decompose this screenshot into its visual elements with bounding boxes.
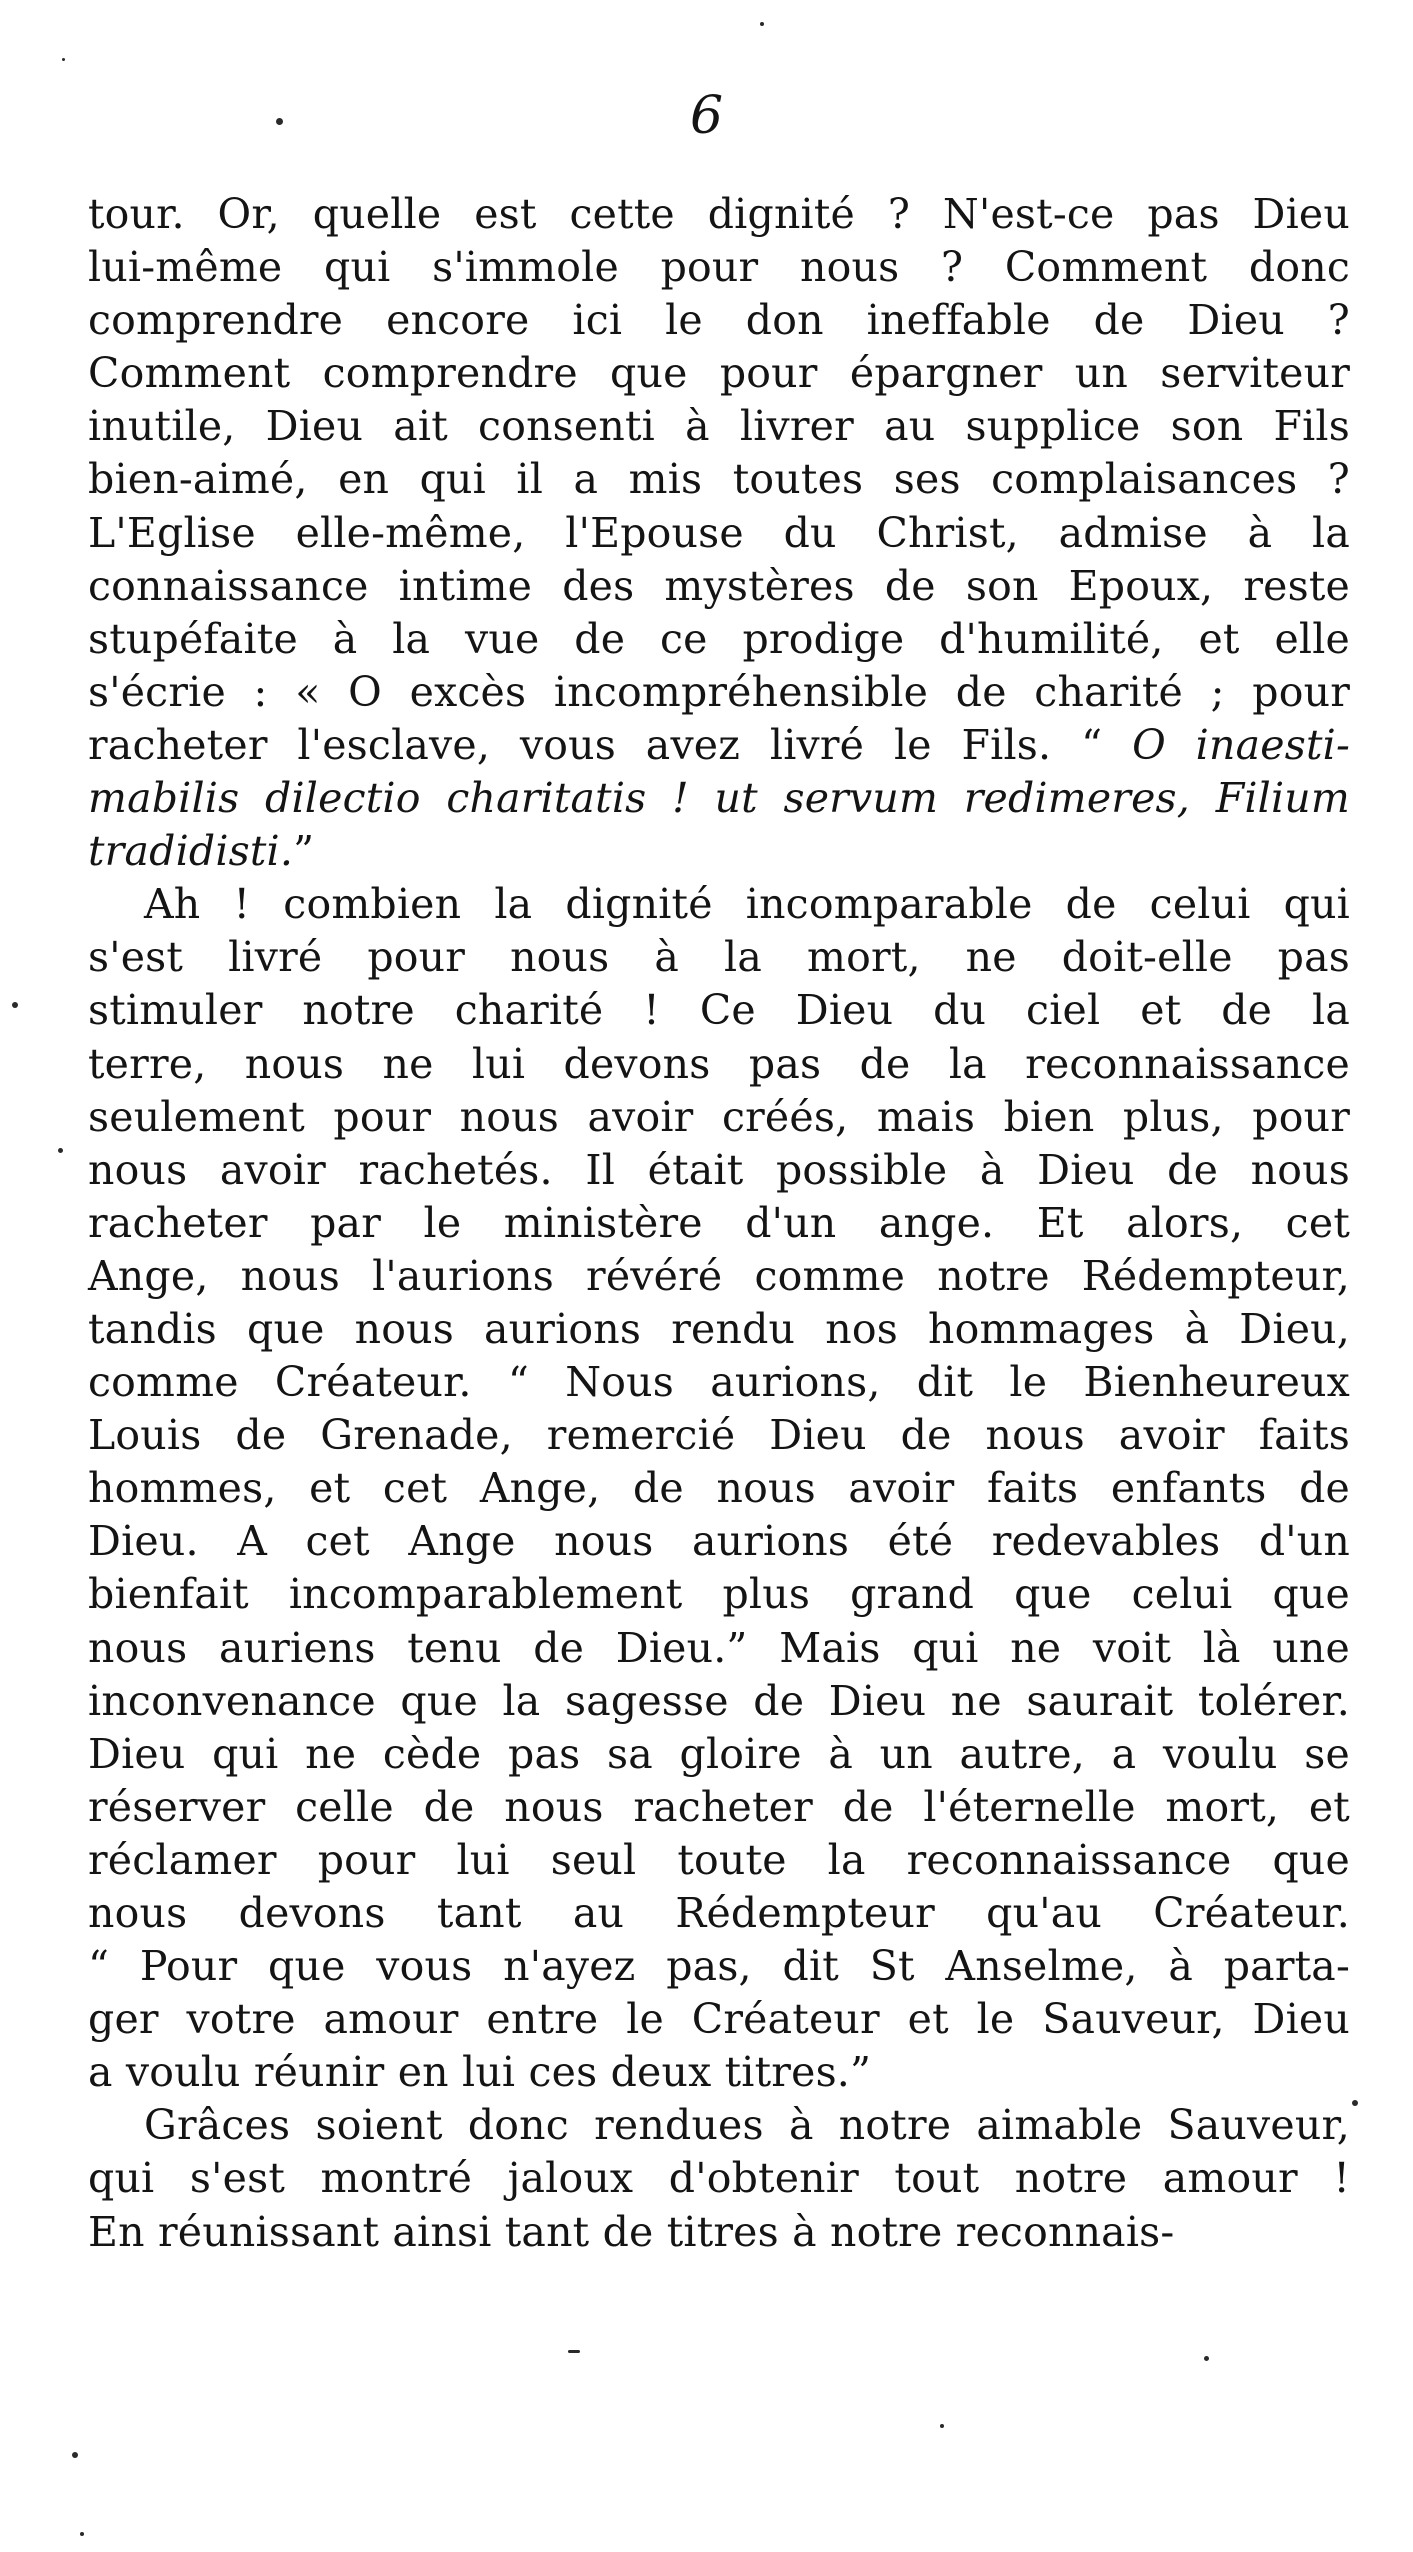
text-line bbox=[88, 2152, 1350, 2205]
text-line bbox=[88, 453, 1350, 506]
latin-quote-segment: O inaesti- bbox=[1132, 720, 1350, 769]
text-segment: ger votre amour entre le Créateur et le Sauveur, Dieu bbox=[88, 1995, 1350, 2044]
text-segment: bien-aimé, en qui il a mis toutes ses complaisances ? bbox=[88, 455, 1350, 504]
text-segment: “ Pour que vous n'ayez pas, dit St Anselme, à parta- bbox=[88, 1942, 1350, 1991]
text-segment: lui-même qui s'immole pour nous ? Comment donc bbox=[88, 243, 1350, 292]
text-line bbox=[88, 1993, 1350, 2046]
text-segment: réclamer pour lui seul toute la reconnaissance que bbox=[88, 1835, 1350, 1884]
text-segment: bienfait incomparablement plus grand que celui que bbox=[88, 1570, 1350, 1619]
text-segment: a voulu réunir en lui ces deux titres.” bbox=[88, 2048, 872, 2097]
text-segment: racheter l'esclave, vous avez livré le Fils. “ bbox=[88, 720, 1133, 769]
text-segment: tour. Or, quelle est cette dignité ? N'est-ce pas Dieu bbox=[88, 190, 1350, 238]
scan-speck bbox=[72, 2452, 78, 2458]
text-segment: seulement pour nous avoir créés, mais bien plus, pour bbox=[88, 1092, 1350, 1141]
text-line bbox=[88, 1940, 1350, 1993]
text-line bbox=[88, 1356, 1350, 1409]
text-segment: réserver celle de nous racheter de l'éternelle mort, et bbox=[88, 1782, 1350, 1831]
text-line bbox=[88, 1675, 1350, 1728]
scan-speck bbox=[58, 1148, 63, 1153]
latin-quote-segment: mabilis dilectio charitatis ! ut servum redimeres, Filium bbox=[88, 774, 1350, 823]
text-line bbox=[88, 1409, 1350, 1462]
latin-quote-segment: tradidisti. bbox=[88, 827, 294, 876]
text-line bbox=[88, 1091, 1350, 1144]
text-line bbox=[88, 931, 1350, 984]
text-segment: s'écrie : « O excès incompréhensible de charité ; pour bbox=[88, 667, 1350, 716]
scan-speck bbox=[568, 2350, 580, 2353]
text-segment: Comment comprendre que pour épargner un serviteur bbox=[88, 349, 1350, 398]
text-line bbox=[88, 347, 1350, 400]
text-line bbox=[88, 1144, 1350, 1197]
text-line bbox=[88, 241, 1350, 294]
text-segment: Louis de Grenade, remercié Dieu de nous avoir faits bbox=[88, 1411, 1350, 1460]
text-line bbox=[88, 1038, 1350, 1091]
text-line bbox=[88, 1834, 1350, 1887]
text-segment: Dieu qui ne cède pas sa gloire à un autre, a voulu se bbox=[88, 1729, 1350, 1778]
text-segment: comme Créateur. “ Nous aurions, dit le Bienheureux bbox=[88, 1358, 1350, 1407]
text-line bbox=[88, 2206, 1350, 2259]
text-line bbox=[88, 2046, 1350, 2099]
text-segment: hommes, et cet Ange, de nous avoir faits enfants de bbox=[88, 1464, 1350, 1513]
text-segment: qui s'est montré jaloux d'obtenir tout notre amour ! bbox=[88, 2154, 1350, 2203]
text-line bbox=[88, 1728, 1350, 1781]
scan-speck bbox=[760, 22, 764, 26]
text-segment: terre, nous ne lui devons pas de la reconnaissance bbox=[88, 1039, 1350, 1088]
text-segment: L'Eglise elle-même, l'Epouse du Christ, admise à la bbox=[88, 508, 1350, 557]
text-segment: comprendre encore ici le don ineffable de Dieu ? bbox=[88, 296, 1350, 345]
text-line bbox=[88, 984, 1350, 1037]
text-line bbox=[88, 1250, 1350, 1303]
text-line bbox=[88, 613, 1350, 666]
page-number: 6 bbox=[689, 86, 724, 146]
text-segment: Ah ! combien la dignité incomparable de celui qui bbox=[144, 880, 1350, 929]
text-line bbox=[88, 1781, 1350, 1834]
text-line bbox=[88, 2099, 1350, 2152]
text-segment: En réunissant ainsi tant de titres à notre reconnais- bbox=[88, 2207, 1175, 2256]
text-line bbox=[88, 294, 1350, 347]
text-segment: tandis que nous aurions rendu nos hommages à Dieu, bbox=[88, 1304, 1350, 1353]
text-segment: stimuler notre charité ! Ce Dieu du ciel et de la bbox=[88, 986, 1350, 1035]
scan-speck bbox=[62, 58, 65, 61]
scan-speck bbox=[276, 118, 283, 125]
text-line bbox=[88, 1622, 1350, 1675]
text-segment: inutile, Dieu ait consenti à livrer au supplice son Fils bbox=[88, 402, 1350, 451]
text-line bbox=[88, 560, 1350, 613]
text-segment: nous devons tant au Rédempteur qu'au Créateur. bbox=[88, 1889, 1350, 1937]
text-segment: Ange, nous l'aurions révéré comme notre Rédempteur, bbox=[88, 1251, 1350, 1300]
text-line bbox=[88, 1887, 1350, 1940]
body-text bbox=[88, 188, 1350, 2259]
text-segment: inconvenance que la sagesse de Dieu ne saurait tolérer. bbox=[88, 1676, 1350, 1725]
scan-speck bbox=[1204, 2356, 1209, 2361]
text-segment: s'est livré pour nous à la mort, ne doit-elle pas bbox=[88, 933, 1350, 982]
scan-speck bbox=[80, 2532, 84, 2536]
text-segment: Grâces soient donc rendues à notre aimable Sauveur, bbox=[144, 2101, 1350, 2150]
text-line bbox=[88, 188, 1350, 241]
text-segment: nous auriens tenu de Dieu.” Mais qui ne voit là une bbox=[88, 1623, 1350, 1672]
text-segment: stupéfaite à la vue de ce prodige d'humilité, et elle bbox=[88, 614, 1350, 663]
text-line bbox=[88, 1197, 1350, 1250]
text-line bbox=[88, 1568, 1350, 1621]
text-segment: Dieu. A cet Ange nous aurions été redevables d'un bbox=[88, 1517, 1350, 1566]
text-line bbox=[88, 878, 1350, 931]
text-line bbox=[88, 1515, 1350, 1568]
text-segment: racheter par le ministère d'un ange. Et alors, cet bbox=[88, 1198, 1350, 1247]
text-segment: connaissance intime des mystères de son Epoux, reste bbox=[88, 561, 1350, 610]
text-line bbox=[88, 772, 1350, 825]
text-line bbox=[88, 666, 1350, 719]
scan-speck bbox=[940, 2424, 944, 2428]
text-line bbox=[88, 507, 1350, 560]
text-line bbox=[88, 1303, 1350, 1356]
text-segment: nous avoir rachetés. Il était possible à Dieu de nous bbox=[88, 1145, 1350, 1194]
text-line bbox=[88, 825, 1350, 878]
text-line bbox=[88, 1462, 1350, 1515]
text-line bbox=[88, 400, 1350, 453]
scan-speck bbox=[12, 1002, 18, 1008]
scan-speck bbox=[1352, 2100, 1358, 2106]
text-line bbox=[88, 719, 1350, 772]
text-segment: ” bbox=[293, 827, 315, 876]
